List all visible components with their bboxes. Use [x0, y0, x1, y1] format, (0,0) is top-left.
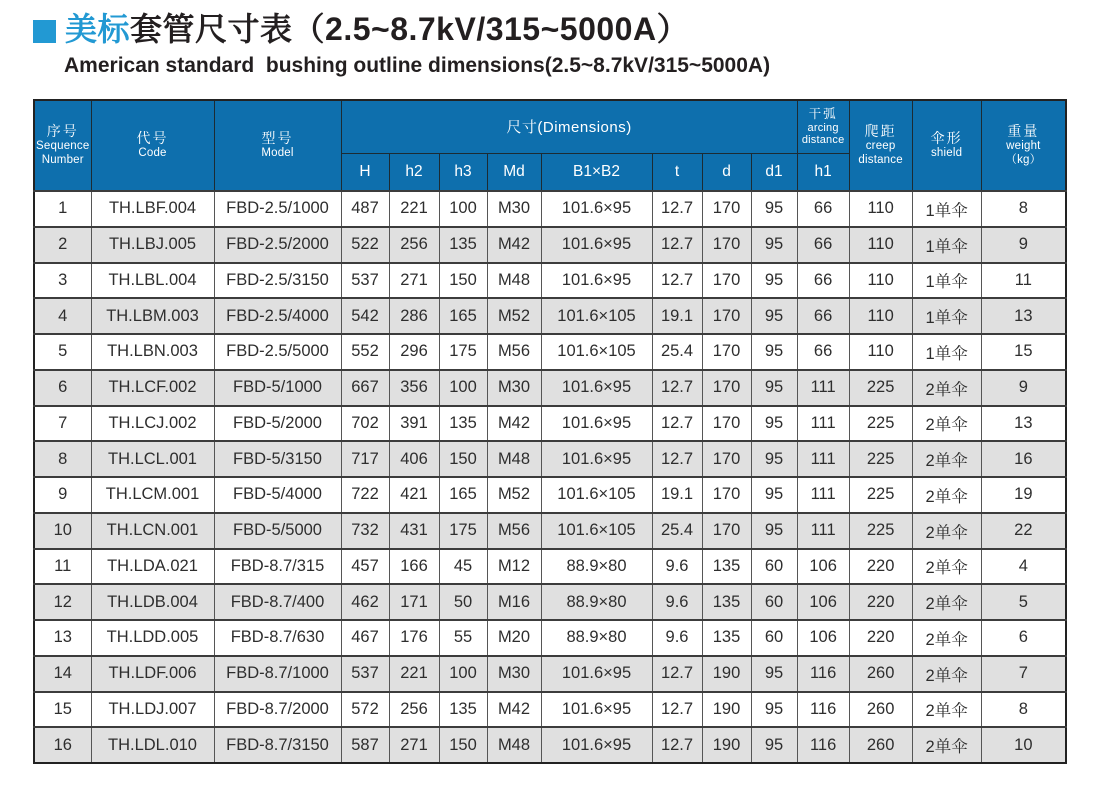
cell: 100 [439, 370, 487, 406]
cell: M30 [487, 370, 541, 406]
cell: 221 [389, 656, 439, 692]
cell: 225 [849, 513, 912, 549]
cell: 12.7 [652, 692, 702, 728]
cell: 25.4 [652, 513, 702, 549]
cell: 225 [849, 477, 912, 513]
table-row [34, 227, 1066, 263]
cell: 95 [751, 406, 797, 442]
cell: 190 [702, 656, 751, 692]
cell: 12 [34, 584, 91, 620]
cell: 190 [702, 727, 751, 763]
cell: 6 [981, 620, 1066, 656]
cell: 110 [849, 263, 912, 299]
cell: 101.6×95 [541, 727, 652, 763]
cell: 19.1 [652, 298, 702, 334]
table-row [34, 477, 1066, 513]
cell: 170 [702, 477, 751, 513]
cell: 110 [849, 298, 912, 334]
cell: 170 [702, 513, 751, 549]
cell: FBD-2.5/5000 [214, 334, 341, 370]
col-header-weight-unit: （kg） [1005, 154, 1042, 167]
col-header-arcing-en1: arcing [807, 121, 839, 134]
cell: FBD-8.7/400 [214, 584, 341, 620]
cell: 66 [797, 263, 849, 299]
cell: 5 [981, 584, 1066, 620]
cell: 12.7 [652, 227, 702, 263]
col-header-t: t [652, 153, 702, 191]
cell: 667 [341, 370, 389, 406]
cell: 13 [981, 298, 1066, 334]
cell: 116 [797, 727, 849, 763]
cell: M42 [487, 406, 541, 442]
cell: 9.6 [652, 549, 702, 585]
col-header-weight [981, 100, 1066, 191]
cell: 13 [34, 620, 91, 656]
col-header-creep-en1: creep [865, 140, 896, 153]
cell: 225 [849, 370, 912, 406]
cell: FBD-8.7/1000 [214, 656, 341, 692]
bushing-dimensions-table [33, 99, 1067, 764]
cell: 170 [702, 191, 751, 227]
table-body [34, 191, 1066, 763]
cell: FBD-5/1000 [214, 370, 341, 406]
cell: 135 [702, 549, 751, 585]
cell: TH.LCM.001 [91, 477, 214, 513]
cell: 7 [981, 656, 1066, 692]
cell: 60 [751, 584, 797, 620]
cell: 19.1 [652, 477, 702, 513]
cell: 1单伞 [912, 334, 981, 370]
cell: 95 [751, 334, 797, 370]
cell: 11 [34, 549, 91, 585]
cell: TH.LCL.001 [91, 441, 214, 477]
col-header-creep-en2: distance [858, 154, 903, 167]
cell: 717 [341, 441, 389, 477]
table-row [34, 441, 1066, 477]
cell: 1单伞 [912, 191, 981, 227]
cell: M42 [487, 227, 541, 263]
col-header-creep-distance [849, 100, 912, 191]
cell: TH.LDA.021 [91, 549, 214, 585]
cell: 95 [751, 227, 797, 263]
table-row [34, 334, 1066, 370]
cell: FBD-5/4000 [214, 477, 341, 513]
cell: 391 [389, 406, 439, 442]
cell: 88.9×80 [541, 549, 652, 585]
cell: 88.9×80 [541, 584, 652, 620]
col-header-B1xB2: B1×B2 [541, 153, 652, 191]
cell: TH.LBL.004 [91, 263, 214, 299]
cell: 12.7 [652, 441, 702, 477]
cell: 190 [702, 692, 751, 728]
cell: 101.6×105 [541, 513, 652, 549]
table-row [34, 692, 1066, 728]
col-header-code-zh: 代号 [136, 129, 169, 146]
col-header-shield-en: shield [930, 147, 963, 160]
cell: 286 [389, 298, 439, 334]
cell: 66 [797, 298, 849, 334]
cell: 170 [702, 227, 751, 263]
cell: 110 [849, 334, 912, 370]
cell: M48 [487, 263, 541, 299]
table-row [34, 406, 1066, 442]
cell: 537 [341, 263, 389, 299]
cell: 406 [389, 441, 439, 477]
cell: TH.LCF.002 [91, 370, 214, 406]
cell: 88.9×80 [541, 620, 652, 656]
cell: FBD-2.5/1000 [214, 191, 341, 227]
cell: 116 [797, 692, 849, 728]
cell: 175 [439, 513, 487, 549]
col-header-d: d [702, 153, 751, 191]
cell: 170 [702, 263, 751, 299]
cell: 11 [981, 263, 1066, 299]
cell: 106 [797, 620, 849, 656]
cell: 95 [751, 441, 797, 477]
cell: 101.6×95 [541, 263, 652, 299]
cell: 16 [34, 727, 91, 763]
cell: M16 [487, 584, 541, 620]
col-header-shield [912, 100, 981, 191]
cell: 10 [981, 727, 1066, 763]
cell: 101.6×95 [541, 441, 652, 477]
cell: 25.4 [652, 334, 702, 370]
col-header-h2: h2 [389, 153, 439, 191]
cell: 9 [981, 227, 1066, 263]
col-header-sequence-en2: Number [41, 154, 84, 167]
cell: 2单伞 [912, 477, 981, 513]
cell: 111 [797, 370, 849, 406]
cell: 421 [389, 477, 439, 513]
cell: 100 [439, 191, 487, 227]
cell: 175 [439, 334, 487, 370]
cell: 2单伞 [912, 656, 981, 692]
col-header-d1: d1 [751, 153, 797, 191]
cell: 732 [341, 513, 389, 549]
title-bullet-square-icon [33, 20, 56, 43]
cell: 552 [341, 334, 389, 370]
col-header-h1: h1 [797, 153, 849, 191]
cell: 95 [751, 692, 797, 728]
cell: 111 [797, 477, 849, 513]
cell: 66 [797, 334, 849, 370]
table-header [34, 100, 1066, 191]
col-header-weight-en: weight [1006, 140, 1041, 153]
col-group-dimensions: 尺寸(Dimensions) [341, 100, 797, 153]
cell: 171 [389, 584, 439, 620]
cell: 111 [797, 513, 849, 549]
cell: TH.LDF.006 [91, 656, 214, 692]
cell: 15 [981, 334, 1066, 370]
cell: 135 [702, 584, 751, 620]
cell: 150 [439, 263, 487, 299]
cell: 9 [34, 477, 91, 513]
col-header-code-en: Code [138, 147, 167, 160]
cell: 2单伞 [912, 620, 981, 656]
cell: 12.7 [652, 191, 702, 227]
cell: 2单伞 [912, 406, 981, 442]
cell: 101.6×105 [541, 477, 652, 513]
cell: 4 [981, 549, 1066, 585]
cell: 150 [439, 441, 487, 477]
cell: 135 [439, 227, 487, 263]
cell: 296 [389, 334, 439, 370]
cell: 271 [389, 263, 439, 299]
cell: 12.7 [652, 406, 702, 442]
cell: 2单伞 [912, 549, 981, 585]
col-header-code [91, 100, 214, 191]
cell: TH.LDL.010 [91, 727, 214, 763]
cell: M56 [487, 513, 541, 549]
table-row [34, 263, 1066, 299]
cell: 537 [341, 656, 389, 692]
cell: 111 [797, 406, 849, 442]
cell: FBD-8.7/2000 [214, 692, 341, 728]
cell: 572 [341, 692, 389, 728]
cell: 256 [389, 227, 439, 263]
cell: 95 [751, 727, 797, 763]
col-header-arcing-zh: 干弧 [808, 106, 838, 121]
cell: 1单伞 [912, 227, 981, 263]
title-highlight: 美标 [65, 11, 131, 47]
cell: 60 [751, 620, 797, 656]
cell: 110 [849, 227, 912, 263]
col-header-weight-zh: 重量 [1007, 122, 1040, 139]
cell: 522 [341, 227, 389, 263]
cell: 1 [34, 191, 91, 227]
cell: M42 [487, 692, 541, 728]
cell: 260 [849, 692, 912, 728]
cell: 170 [702, 334, 751, 370]
cell: TH.LDD.005 [91, 620, 214, 656]
col-header-shield-zh: 伞形 [930, 129, 963, 146]
cell: 9.6 [652, 584, 702, 620]
col-header-creep-zh: 爬距 [864, 122, 897, 139]
cell: FBD-8.7/3150 [214, 727, 341, 763]
cell: 260 [849, 656, 912, 692]
table-row [34, 370, 1066, 406]
cell: 356 [389, 370, 439, 406]
cell: 66 [797, 191, 849, 227]
cell: 431 [389, 513, 439, 549]
page-title [33, 10, 689, 48]
cell: 12.7 [652, 656, 702, 692]
cell: TH.LDJ.007 [91, 692, 214, 728]
table-row [34, 191, 1066, 227]
cell: 12.7 [652, 370, 702, 406]
cell: 45 [439, 549, 487, 585]
col-header-sequence-zh: 序号 [46, 122, 79, 139]
cell: 116 [797, 656, 849, 692]
cell: 106 [797, 549, 849, 585]
cell: 220 [849, 549, 912, 585]
col-header-model-zh: 型号 [261, 129, 294, 146]
col-header-h3: h3 [439, 153, 487, 191]
cell: 271 [389, 727, 439, 763]
cell: 10 [34, 513, 91, 549]
table-row [34, 298, 1066, 334]
cell: 587 [341, 727, 389, 763]
cell: 225 [849, 441, 912, 477]
cell: M52 [487, 298, 541, 334]
cell: 101.6×95 [541, 406, 652, 442]
cell: 111 [797, 441, 849, 477]
cell: M30 [487, 656, 541, 692]
cell: 95 [751, 477, 797, 513]
cell: 170 [702, 298, 751, 334]
cell: 101.6×95 [541, 191, 652, 227]
cell: 13 [981, 406, 1066, 442]
col-header-sequence [34, 100, 91, 191]
cell: 101.6×105 [541, 334, 652, 370]
cell: FBD-5/2000 [214, 406, 341, 442]
page-subtitle: American standard bushing outline dimensions(2.5~8.7kV/315~5000A) [64, 54, 771, 77]
cell: 95 [751, 263, 797, 299]
cell: FBD-2.5/2000 [214, 227, 341, 263]
cell: 4 [34, 298, 91, 334]
cell: 487 [341, 191, 389, 227]
cell: 150 [439, 727, 487, 763]
cell: 14 [34, 656, 91, 692]
cell: 15 [34, 692, 91, 728]
cell: 95 [751, 298, 797, 334]
cell: 165 [439, 298, 487, 334]
cell: TH.LBM.003 [91, 298, 214, 334]
cell: 16 [981, 441, 1066, 477]
cell: FBD-8.7/315 [214, 549, 341, 585]
col-header-model [214, 100, 341, 191]
cell: M48 [487, 441, 541, 477]
cell: 8 [34, 441, 91, 477]
cell: 220 [849, 584, 912, 620]
table-row [34, 513, 1066, 549]
cell: 12.7 [652, 727, 702, 763]
col-header-sequence-en1: Sequence [36, 140, 90, 153]
cell: 220 [849, 620, 912, 656]
cell: TH.LBF.004 [91, 191, 214, 227]
cell: M30 [487, 191, 541, 227]
cell: 12.7 [652, 263, 702, 299]
cell: 7 [34, 406, 91, 442]
cell: 170 [702, 406, 751, 442]
cell: 2单伞 [912, 727, 981, 763]
cell: 170 [702, 441, 751, 477]
cell: 2单伞 [912, 513, 981, 549]
cell: 221 [389, 191, 439, 227]
cell: 101.6×95 [541, 227, 652, 263]
cell: 9.6 [652, 620, 702, 656]
col-header-H: H [341, 153, 389, 191]
cell: FBD-8.7/630 [214, 620, 341, 656]
table-row [34, 656, 1066, 692]
cell: 8 [981, 692, 1066, 728]
cell: 101.6×95 [541, 370, 652, 406]
table-row [34, 584, 1066, 620]
cell: 101.6×95 [541, 692, 652, 728]
col-header-arcing-en2: distance [801, 133, 845, 146]
cell: 176 [389, 620, 439, 656]
cell: 1单伞 [912, 298, 981, 334]
col-header-Md: Md [487, 153, 541, 191]
cell: 467 [341, 620, 389, 656]
cell: 95 [751, 513, 797, 549]
cell: 50 [439, 584, 487, 620]
cell: 60 [751, 549, 797, 585]
cell: TH.LCJ.002 [91, 406, 214, 442]
cell: M56 [487, 334, 541, 370]
cell: 101.6×105 [541, 298, 652, 334]
cell: 95 [751, 656, 797, 692]
table-row [34, 727, 1066, 763]
cell: M20 [487, 620, 541, 656]
table-row [34, 620, 1066, 656]
cell: TH.LCN.001 [91, 513, 214, 549]
cell: 55 [439, 620, 487, 656]
cell: 165 [439, 477, 487, 513]
cell: 135 [439, 406, 487, 442]
cell: 100 [439, 656, 487, 692]
cell: M52 [487, 477, 541, 513]
cell: 702 [341, 406, 389, 442]
cell: 3 [34, 263, 91, 299]
cell: 1单伞 [912, 263, 981, 299]
cell: FBD-2.5/4000 [214, 298, 341, 334]
cell: 135 [702, 620, 751, 656]
cell: 106 [797, 584, 849, 620]
cell: TH.LBJ.005 [91, 227, 214, 263]
cell: 95 [751, 370, 797, 406]
cell: 542 [341, 298, 389, 334]
cell: FBD-5/5000 [214, 513, 341, 549]
cell: 256 [389, 692, 439, 728]
cell: 2单伞 [912, 584, 981, 620]
cell: 6 [34, 370, 91, 406]
cell: 260 [849, 727, 912, 763]
cell: 66 [797, 227, 849, 263]
cell: 722 [341, 477, 389, 513]
cell: FBD-5/3150 [214, 441, 341, 477]
cell: 5 [34, 334, 91, 370]
cell: 110 [849, 191, 912, 227]
cell: 166 [389, 549, 439, 585]
cell: 225 [849, 406, 912, 442]
col-header-model-en: Model [261, 147, 294, 160]
cell: 22 [981, 513, 1066, 549]
cell: 135 [439, 692, 487, 728]
cell: 2单伞 [912, 692, 981, 728]
title-text: 套管尺寸表（2.5~8.7kV/315~5000A） [130, 11, 690, 47]
col-header-arcing-distance [797, 100, 849, 153]
cell: TH.LDB.004 [91, 584, 214, 620]
cell: 101.6×95 [541, 656, 652, 692]
cell: 9 [981, 370, 1066, 406]
cell: M12 [487, 549, 541, 585]
cell: 462 [341, 584, 389, 620]
cell: 2 [34, 227, 91, 263]
table-row [34, 549, 1066, 585]
cell: 8 [981, 191, 1066, 227]
cell: 170 [702, 370, 751, 406]
cell: FBD-2.5/3150 [214, 263, 341, 299]
cell: M48 [487, 727, 541, 763]
cell: 2单伞 [912, 441, 981, 477]
cell: 2单伞 [912, 370, 981, 406]
cell: 457 [341, 549, 389, 585]
cell: 95 [751, 191, 797, 227]
cell: 19 [981, 477, 1066, 513]
cell: TH.LBN.003 [91, 334, 214, 370]
